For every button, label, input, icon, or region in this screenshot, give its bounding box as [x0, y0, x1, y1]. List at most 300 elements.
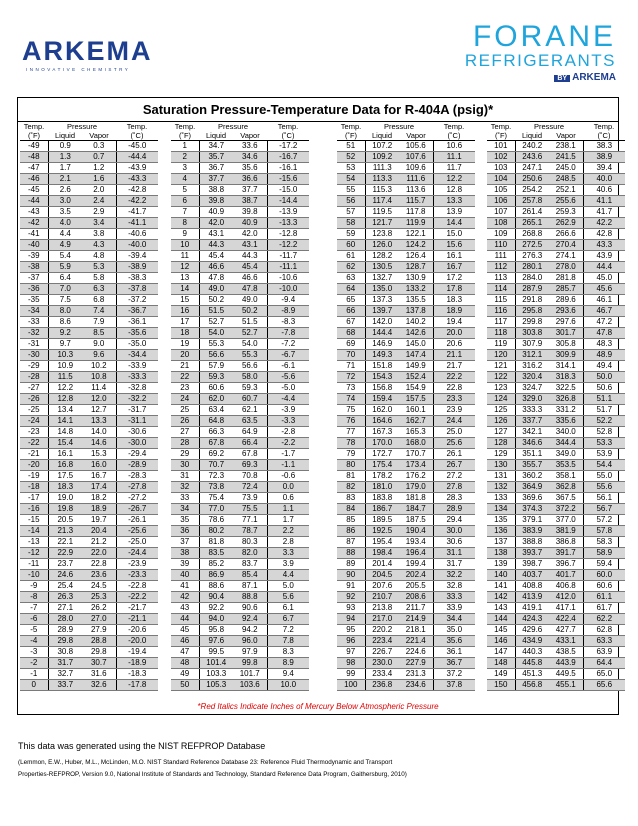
liquid-pressure-cell: 257.8 [515, 196, 549, 207]
table-row [20, 537, 158, 548]
vapor-pressure-cell: 10.2 [82, 361, 116, 372]
liquid-pressure-cell: 5.9 [48, 262, 82, 273]
temp-f-cell: 57 [337, 207, 365, 218]
table-row [20, 515, 158, 526]
temp-c-cell: -34.4 [116, 350, 158, 361]
vapor-pressure-cell: 47.8 [233, 284, 267, 295]
liquid-pressure-cell: 14.1 [48, 416, 82, 427]
temp-c-cell: 33.3 [433, 592, 475, 603]
temp-f-cell: -31 [20, 339, 48, 350]
temp-c-cell: 13.9 [433, 207, 475, 218]
table-row [487, 350, 625, 361]
table-row [171, 559, 309, 570]
liquid-pressure-cell: 63.4 [199, 405, 233, 416]
temp-f-cell: 80 [337, 460, 365, 471]
liquid-pressure-cell: 164.6 [365, 416, 399, 427]
temp-f-cell: 115 [487, 295, 515, 306]
vapor-pressure-cell: 8.5 [82, 328, 116, 339]
by-arkema-text: ARKEMA [572, 72, 616, 83]
temp-f-cell: 85 [337, 515, 365, 526]
table-row [487, 185, 625, 196]
temp-f-cell: -23 [20, 427, 48, 438]
vapor-pressure-cell: 162.7 [399, 416, 433, 427]
vapor-pressure-cell: 0.3 [82, 141, 116, 152]
vapor-pressure-cell: 221.4 [399, 636, 433, 647]
vapor-pressure-cell: 2.9 [82, 207, 116, 218]
table-row [20, 383, 158, 394]
liquid-pressure-cell: 45.4 [199, 251, 233, 262]
table-row [337, 438, 475, 449]
temp-c-cell: 61.7 [583, 603, 625, 614]
table-row [171, 493, 309, 504]
temp-f-cell: 41 [171, 581, 199, 592]
temp-f-cell: 94 [337, 614, 365, 625]
table-row [20, 548, 158, 559]
liquid-pressure-cell: 9.7 [48, 339, 82, 350]
liquid-pressure-cell: 346.6 [515, 438, 549, 449]
temp-f-cell: 70 [337, 350, 365, 361]
liquid-pressure-cell: 103.3 [199, 669, 233, 680]
temp-f-cell: 77 [337, 427, 365, 438]
liquid-pressure-cell: 86.9 [199, 570, 233, 581]
liquid-pressure-cell: 109.2 [365, 152, 399, 163]
table-row [337, 647, 475, 658]
liquid-pressure-cell: 59.3 [199, 372, 233, 383]
vapor-pressure-cell: 22.0 [82, 548, 116, 559]
temp-c-cell: -6.7 [267, 350, 309, 361]
temp-f-cell: -39 [20, 251, 48, 262]
liquid-pressure-cell: 66.3 [199, 427, 233, 438]
liquid-pressure-cell: 236.8 [365, 680, 399, 691]
vapor-pressure-cell: 190.4 [399, 526, 433, 537]
temp-c-cell: 31.7 [433, 559, 475, 570]
liquid-pressure-cell: 186.7 [365, 504, 399, 515]
table-row [487, 262, 625, 273]
vapor-pressure-cell: 305.8 [549, 339, 583, 350]
temp-f-cell: 20 [171, 350, 199, 361]
liquid-header: Liquid [365, 131, 399, 141]
temp-c-cell: -6.1 [267, 361, 309, 372]
table-row [337, 570, 475, 581]
temp-f-cell: 105 [487, 185, 515, 196]
table-row [20, 405, 158, 416]
temp-f-cell: 72 [337, 372, 365, 383]
temp-f-cell: 24 [171, 394, 199, 405]
vapor-pressure-cell: 46.6 [233, 273, 267, 284]
temp-c-cell: -21.7 [116, 603, 158, 614]
liquid-pressure-cell: 95.8 [199, 625, 233, 636]
liquid-pressure-cell: 312.1 [515, 350, 549, 361]
temp-c-cell: -30.6 [116, 427, 158, 438]
temp-f-cell: 68 [337, 328, 365, 339]
temp-f-cell: -37 [20, 273, 48, 284]
temp-c-cell: 32.8 [433, 581, 475, 592]
table-row [487, 460, 625, 471]
liquid-pressure-cell: 26.3 [48, 592, 82, 603]
pressure-header: Pressure [534, 122, 565, 131]
vapor-pressure-cell: 28.8 [82, 636, 116, 647]
liquid-pressure-cell: 175.4 [365, 460, 399, 471]
liquid-pressure-cell: 280.1 [515, 262, 549, 273]
liquid-pressure-cell: 111.3 [365, 163, 399, 174]
liquid-pressure-cell: 107.2 [365, 141, 399, 152]
vapor-pressure-cell: 69.3 [233, 460, 267, 471]
liquid-pressure-cell: 210.7 [365, 592, 399, 603]
liquid-pressure-cell: 123.8 [365, 229, 399, 240]
liquid-pressure-cell: 29.8 [48, 636, 82, 647]
temp-f-cell: 138 [487, 548, 515, 559]
table-row [171, 427, 309, 438]
table-row [171, 229, 309, 240]
vapor-pressure-cell: 262.9 [549, 218, 583, 229]
temp-f-cell: 100 [337, 680, 365, 691]
liquid-pressure-cell: 19.8 [48, 504, 82, 515]
temp-f-cell: 120 [487, 350, 515, 361]
vapor-pressure-cell: 427.7 [549, 625, 583, 636]
vapor-pressure-cell: 94.2 [233, 625, 267, 636]
temp-f-cell: 133 [487, 493, 515, 504]
vapor-pressure-cell: 438.5 [549, 647, 583, 658]
pressure-table [20, 122, 158, 691]
temp-c-cell: -8.9 [267, 306, 309, 317]
temp-c-cell: 52.8 [583, 427, 625, 438]
temp-f-cell: 33 [171, 493, 199, 504]
temp-f-cell: 26 [171, 416, 199, 427]
temp-c-cell: 62.8 [583, 625, 625, 636]
temp-c-cell: -35.0 [116, 339, 158, 350]
liquid-pressure-cell: 121.7 [365, 218, 399, 229]
liquid-pressure-cell: 80.2 [199, 526, 233, 537]
temp-f-cell: 52 [337, 152, 365, 163]
vapor-pressure-cell: 128.7 [399, 262, 433, 273]
liquid-pressure-cell: 360.2 [515, 471, 549, 482]
temp-c-cell: -7.2 [267, 339, 309, 350]
table-row [337, 515, 475, 526]
table-row [487, 493, 625, 504]
temp-f-cell: -29 [20, 361, 48, 372]
temp-f-cell: 45 [171, 625, 199, 636]
vapor-pressure-cell: 231.3 [399, 669, 433, 680]
table-row [487, 559, 625, 570]
temp-c-cell: -10.6 [267, 273, 309, 284]
table-row [337, 141, 475, 152]
vapor-pressure-cell: 97.9 [233, 647, 267, 658]
vapor-pressure-cell: 70.8 [233, 471, 267, 482]
temp-f-cell: 7 [171, 207, 199, 218]
vapor-pressure-cell: 443.9 [549, 658, 583, 669]
vapor-pressure-cell: 211.7 [399, 603, 433, 614]
table-row [337, 548, 475, 559]
temp-c-cell: 9.4 [267, 669, 309, 680]
table-row [171, 537, 309, 548]
vapor-pressure-cell: 36.6 [233, 174, 267, 185]
table-row [487, 515, 625, 526]
table-row [171, 658, 309, 669]
liquid-pressure-cell: 355.7 [515, 460, 549, 471]
table-row [171, 460, 309, 471]
temp-f-cell: 13 [171, 273, 199, 284]
temp-c-cell: 58.9 [583, 548, 625, 559]
table-row [171, 581, 309, 592]
liquid-pressure-cell: 32.7 [48, 669, 82, 680]
table-row [171, 240, 309, 251]
liquid-pressure-cell: 51.5 [199, 306, 233, 317]
by-label: BY [554, 75, 570, 82]
page-footer [18, 741, 628, 781]
temp-f-header: Temp. [174, 122, 196, 131]
liquid-pressure-cell: 28.0 [48, 614, 82, 625]
table-row [171, 570, 309, 581]
temp-c-cell: 60.0 [583, 570, 625, 581]
temp-c-cell: -30.0 [116, 438, 158, 449]
vapor-pressure-cell: 63.5 [233, 416, 267, 427]
temp-f-cell: 146 [487, 636, 515, 647]
temp-c-cell: -45.0 [116, 141, 158, 152]
vapor-pressure-cell: 119.9 [399, 218, 433, 229]
temp-f-cell: 46 [171, 636, 199, 647]
temp-c-cell: 43.9 [583, 251, 625, 262]
table-row [487, 174, 625, 185]
temp-f-cell: 44 [171, 614, 199, 625]
liquid-pressure-cell: 22.1 [48, 537, 82, 548]
temp-c-cell: -13.9 [267, 207, 309, 218]
temp-c-header: Temp. [126, 122, 148, 131]
fahrenheit-unit: (˚F) [171, 131, 199, 141]
liquid-pressure-cell: 57.9 [199, 361, 233, 372]
vapor-pressure-cell: 126.4 [399, 251, 433, 262]
vapor-header: Vapor [399, 131, 433, 141]
table-row [171, 372, 309, 383]
temp-c-cell: 48.9 [583, 350, 625, 361]
temp-f-cell: -11 [20, 559, 48, 570]
temp-c-cell: 62.2 [583, 614, 625, 625]
table-row [20, 361, 158, 372]
table-row [171, 405, 309, 416]
table-row [337, 449, 475, 460]
liquid-header: Liquid [515, 131, 549, 141]
vapor-pressure-cell: 30.7 [82, 658, 116, 669]
table-row [20, 482, 158, 493]
vapor-pressure-cell: 362.8 [549, 482, 583, 493]
temp-f-cell: 78 [337, 438, 365, 449]
table-row [337, 471, 475, 482]
liquid-pressure-cell: 440.3 [515, 647, 549, 658]
vapor-pressure-cell: 19.7 [82, 515, 116, 526]
temp-c-cell: 8.9 [267, 658, 309, 669]
table-row [171, 438, 309, 449]
temp-f-cell: 23 [171, 383, 199, 394]
liquid-pressure-cell: 393.7 [515, 548, 549, 559]
vapor-pressure-cell: 101.7 [233, 669, 267, 680]
temp-c-cell: 51.7 [583, 405, 625, 416]
temp-f-cell: 148 [487, 658, 515, 669]
vapor-pressure-cell: 245.0 [549, 163, 583, 174]
table-row [20, 372, 158, 383]
temp-f-cell: 118 [487, 328, 515, 339]
table-row [337, 416, 475, 427]
vapor-pressure-cell: 1.2 [82, 163, 116, 174]
temp-f-cell: -48 [20, 152, 48, 163]
liquid-header: Liquid [48, 131, 82, 141]
vapor-pressure-cell: 66.4 [233, 438, 267, 449]
temp-f-cell: 123 [487, 383, 515, 394]
temp-f-cell: -2 [20, 658, 48, 669]
temp-f-cell: 87 [337, 537, 365, 548]
temp-c-cell: -17.8 [116, 680, 158, 691]
liquid-pressure-cell: 24.6 [48, 570, 82, 581]
temp-f-cell: 56 [337, 196, 365, 207]
liquid-pressure-cell: 223.4 [365, 636, 399, 647]
temp-c-cell: 27.8 [433, 482, 475, 493]
temp-f-cell: -45 [20, 185, 48, 196]
temp-c-cell: -42.8 [116, 185, 158, 196]
vapor-pressure-cell: 252.1 [549, 185, 583, 196]
table-row [20, 581, 158, 592]
temp-f-cell: 4 [171, 174, 199, 185]
temp-c-cell: 19.4 [433, 317, 475, 328]
table-row [171, 625, 309, 636]
table-row [171, 163, 309, 174]
liquid-pressure-cell: 181.0 [365, 482, 399, 493]
vapor-pressure-cell: 15.3 [82, 449, 116, 460]
vapor-pressure-cell: 168.0 [399, 438, 433, 449]
temp-f-cell: 15 [171, 295, 199, 306]
temp-f-cell: 147 [487, 647, 515, 658]
temp-c-cell: -25.6 [116, 526, 158, 537]
temp-c-cell: -19.4 [116, 647, 158, 658]
table-row [487, 141, 625, 152]
temp-f-cell: 117 [487, 317, 515, 328]
temp-f-cell: 83 [337, 493, 365, 504]
liquid-pressure-cell: 52.7 [199, 317, 233, 328]
table-row [171, 273, 309, 284]
temp-f-cell: 21 [171, 361, 199, 372]
temp-f-cell: 149 [487, 669, 515, 680]
pressure-header: Pressure [384, 122, 415, 131]
vapor-pressure-cell: 22.8 [82, 559, 116, 570]
vapor-pressure-cell: 13.3 [82, 416, 116, 427]
vapor-pressure-cell: 34.6 [233, 152, 267, 163]
table-row [20, 262, 158, 273]
table-row [487, 163, 625, 174]
liquid-pressure-cell: 434.9 [515, 636, 549, 647]
temp-f-cell: 126 [487, 416, 515, 427]
temp-c-cell: -36.1 [116, 317, 158, 328]
table-row [20, 416, 158, 427]
table-row [487, 405, 625, 416]
table-row [337, 383, 475, 394]
temp-c-cell: -31.1 [116, 416, 158, 427]
vapor-pressure-cell: 422.4 [549, 614, 583, 625]
temp-f-cell: 129 [487, 449, 515, 460]
vapor-pressure-cell: 40.9 [233, 218, 267, 229]
table-row [487, 625, 625, 636]
vapor-pressure-cell: 31.6 [82, 669, 116, 680]
temp-f-cell: 95 [337, 625, 365, 636]
table-row [171, 251, 309, 262]
liquid-pressure-cell: 272.5 [515, 240, 549, 251]
page-header [0, 0, 638, 96]
liquid-pressure-cell: 250.6 [515, 174, 549, 185]
liquid-pressure-cell: 36.7 [199, 163, 233, 174]
arkema-tagline: INNOVATIVE CHEMISTRY [26, 67, 131, 72]
vapor-pressure-cell: 49.0 [233, 295, 267, 306]
vapor-pressure-cell: 433.1 [549, 636, 583, 647]
temp-c-cell: 8.3 [267, 647, 309, 658]
table-row [171, 548, 309, 559]
temp-f-cell: 18 [171, 328, 199, 339]
table-row [171, 449, 309, 460]
vapor-header: Vapor [82, 131, 116, 141]
liquid-pressure-cell: 151.8 [365, 361, 399, 372]
temp-c-cell: -32.8 [116, 383, 158, 394]
liquid-pressure-cell: 240.2 [515, 141, 549, 152]
temp-c-cell: 57.8 [583, 526, 625, 537]
temp-c-cell: -18.9 [116, 658, 158, 669]
vapor-pressure-cell: 50.2 [233, 306, 267, 317]
temp-c-cell: 28.3 [433, 493, 475, 504]
liquid-pressure-cell: 97.6 [199, 636, 233, 647]
liquid-pressure-cell: 299.8 [515, 317, 549, 328]
liquid-pressure-cell: 115.3 [365, 185, 399, 196]
temp-f-cell: 121 [487, 361, 515, 372]
table-row [487, 229, 625, 240]
liquid-pressure-cell: 94.0 [199, 614, 233, 625]
table-row [487, 339, 625, 350]
vapor-pressure-cell: 309.9 [549, 350, 583, 361]
table-row [171, 669, 309, 680]
vapor-pressure-cell: 2.0 [82, 185, 116, 196]
vapor-pressure-cell: 0.7 [82, 152, 116, 163]
liquid-pressure-cell: 13.4 [48, 405, 82, 416]
table-row [171, 295, 309, 306]
vapor-pressure-cell: 147.4 [399, 350, 433, 361]
temp-f-cell: 54 [337, 174, 365, 185]
temp-f-cell: 64 [337, 284, 365, 295]
vapor-pressure-cell: 137.8 [399, 306, 433, 317]
liquid-pressure-cell: 19.0 [48, 493, 82, 504]
vapor-pressure-cell: 58.0 [233, 372, 267, 383]
temp-c-cell: 41.7 [583, 207, 625, 218]
temp-c-cell: -38.3 [116, 273, 158, 284]
liquid-pressure-cell: 419.1 [515, 603, 549, 614]
temp-f-cell: -4 [20, 636, 48, 647]
temp-c-cell: -5.6 [267, 372, 309, 383]
vapor-pressure-cell: 42.0 [233, 229, 267, 240]
liquid-pressure-cell: 105.3 [199, 680, 233, 691]
vapor-pressure-cell: 115.7 [399, 196, 433, 207]
temp-c-cell: -35.6 [116, 328, 158, 339]
liquid-pressure-cell: 403.7 [515, 570, 549, 581]
temp-f-cell: 97 [337, 647, 365, 658]
temp-c-cell: 35.6 [433, 636, 475, 647]
vapor-pressure-cell: 157.5 [399, 394, 433, 405]
temp-c-cell: -20.6 [116, 625, 158, 636]
temp-c-cell: 27.2 [433, 471, 475, 482]
temp-c-cell: 46.1 [583, 295, 625, 306]
vapor-pressure-cell: 16.0 [82, 460, 116, 471]
temp-c-cell: 35.0 [433, 625, 475, 636]
temp-c-header: Temp. [443, 122, 465, 131]
table-row [487, 306, 625, 317]
vapor-pressure-cell: 391.7 [549, 548, 583, 559]
table-row [171, 471, 309, 482]
liquid-pressure-cell: 351.1 [515, 449, 549, 460]
table-row [171, 636, 309, 647]
temp-c-cell: -22.8 [116, 581, 158, 592]
temp-c-cell: -1.1 [267, 460, 309, 471]
liquid-pressure-cell: 429.6 [515, 625, 549, 636]
